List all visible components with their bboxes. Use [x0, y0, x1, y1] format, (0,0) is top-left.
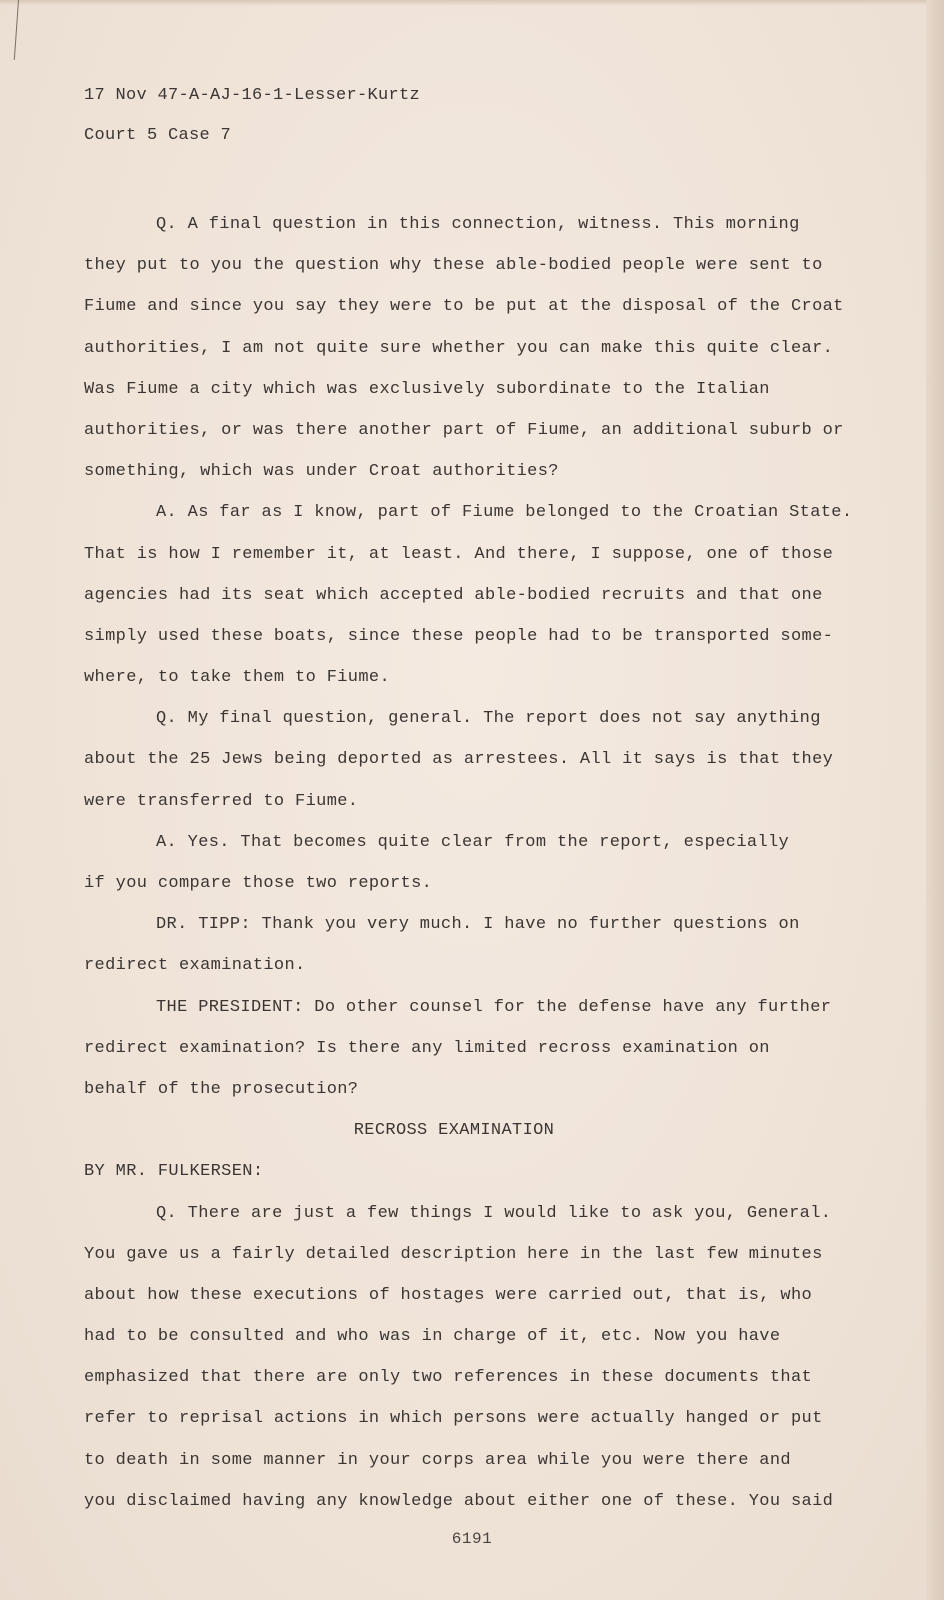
transcript-line: about how these executions of hostages were carried out, that is, who [84, 1285, 813, 1305]
section-heading: RECROSS EXAMINATION [353, 1121, 555, 1141]
page-top-edge [0, 0, 944, 6]
court-case-label: Court 5 Case 7 [84, 126, 232, 145]
transcript-line: had to be consulted and who was in charge of it, etc. Now you have [84, 1327, 781, 1347]
transcript-line: something, which was under Croat authorities? [84, 462, 559, 482]
transcript-line: if you compare those two reports. [84, 874, 433, 893]
transcript-line: about the 25 Jews being deported as arrestees. All it says is that they [84, 750, 834, 770]
transcript-line: A. As far as I know, part of Fiume belonged to the Croatian State. [156, 503, 853, 523]
transcript-line: were transferred to Fiume. [84, 791, 359, 811]
transcript-line: Q. There are just a few things I would like to ask you, General. [156, 1203, 832, 1223]
transcript-line: DR. TIPP: Thank you very much. I have no further questions on [156, 915, 800, 935]
transcript-line: redirect examination? Is there any limited recross examination on [84, 1038, 770, 1058]
transcript-line: Q. My final question, general. The report does not say anything [156, 709, 821, 729]
transcript-line: authorities, or was there another part of Fiume, an additional suburb or [84, 420, 844, 440]
transcript-line: they put to you the question why these able-bodied people were sent to [84, 256, 823, 276]
page-right-edge [926, 0, 944, 1600]
transcript-line: emphasized that there are only two references in these documents that [84, 1368, 813, 1388]
document-reference: 17 Nov 47-A-AJ-16-1-Lesser-Kurtz [84, 86, 421, 105]
transcript-line: redirect examination. [84, 956, 306, 976]
transcript-line: agencies had its seat which accepted able-bodied recruits and that one [84, 585, 823, 605]
transcript-line: you disclaimed having any knowledge about either one of these. You said [84, 1491, 834, 1511]
transcript-line: to death in some manner in your corps area while you were there and [84, 1450, 791, 1470]
transcript-line: Q. A final question in this connection, witness. This morning [156, 215, 800, 234]
transcript-line: That is how I remember it, at least. And there, I suppose, one of those [84, 544, 834, 564]
transcript-line: where, to take them to Fiume. [84, 668, 390, 688]
transcript-line: BY MR. FULKERSEN: [84, 1162, 264, 1182]
page-number: 6191 [451, 1530, 493, 1548]
transcript-line: You gave us a fairly detailed description here in the last few minutes [84, 1244, 823, 1264]
transcript-line: A. Yes. That becomes quite clear from the report, especially [156, 832, 790, 852]
transcript-line: refer to reprisal actions in which persons were actually hanged or put [84, 1409, 823, 1429]
transcript-line: authorities, I am not quite sure whether you can make this quite clear. [84, 338, 834, 358]
transcript-line: THE PRESIDENT: Do other counsel for the defense have any further [156, 997, 832, 1017]
transcript-line: simply used these boats, since these people had to be transported some- [84, 626, 834, 646]
transcript-line: behalf of the prosecution? [84, 1079, 359, 1099]
transcript-line: Was Fiume a city which was exclusively subordinate to the Italian [84, 379, 770, 399]
transcript-body [84, 204, 853, 1522]
transcript-line: Fiume and since you say they were to be put at the disposal of the Croat [84, 297, 844, 317]
page-mark [14, 0, 19, 60]
